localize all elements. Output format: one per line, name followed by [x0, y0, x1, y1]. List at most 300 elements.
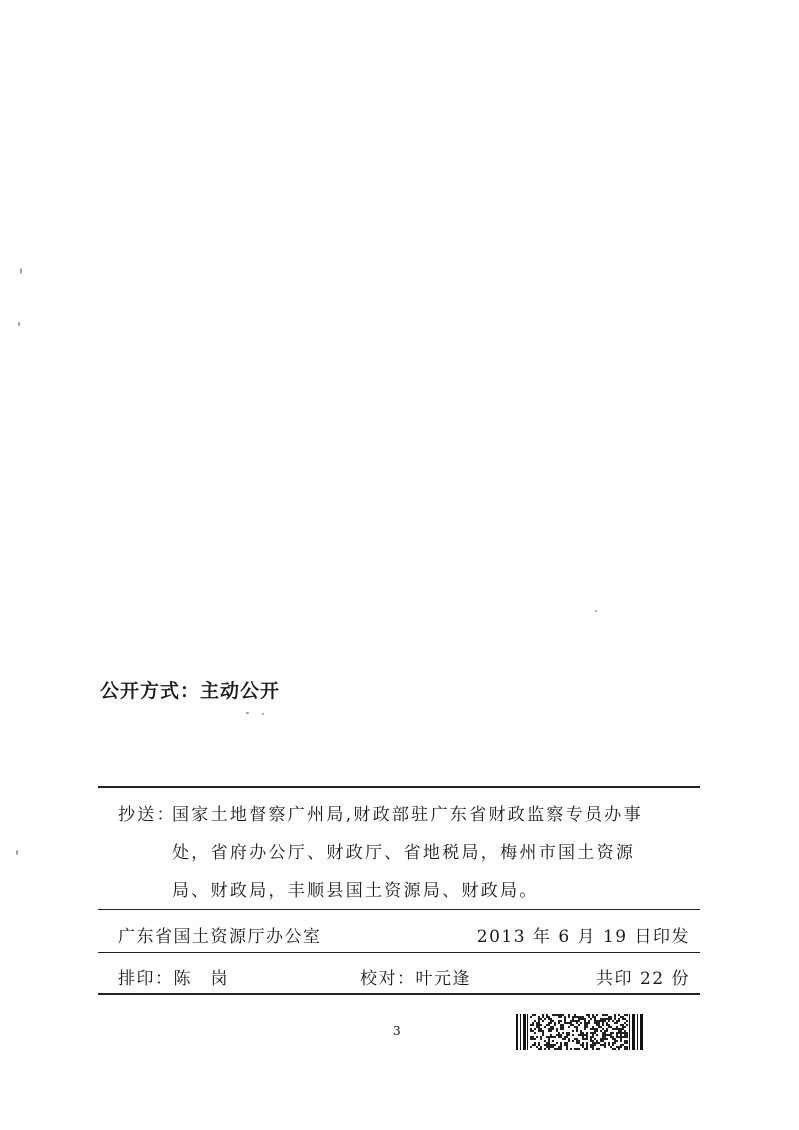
barcode-module — [578, 1040, 580, 1042]
barcode-module — [596, 1014, 598, 1016]
barcode-module — [596, 1028, 598, 1030]
barcode-module — [594, 1022, 596, 1024]
barcode-module — [564, 1022, 566, 1024]
barcode-module — [544, 1048, 546, 1050]
barcode-module — [616, 1028, 618, 1030]
barcode-module — [602, 1032, 604, 1034]
barcode-module — [532, 1024, 534, 1026]
barcode-module — [536, 1022, 538, 1024]
barcode-module — [626, 1024, 628, 1026]
barcode-module — [612, 1036, 614, 1038]
barcode-module — [564, 1036, 566, 1038]
barcode-module — [612, 1042, 614, 1044]
barcode-module — [626, 1048, 628, 1050]
barcode-module — [618, 1048, 620, 1050]
barcode-module — [620, 1038, 622, 1040]
lower-rule — [98, 952, 700, 953]
barcode-module — [550, 1022, 552, 1024]
barcode-module — [586, 1014, 588, 1016]
barcode-module — [566, 1046, 568, 1048]
barcode-module — [586, 1034, 588, 1036]
barcode-module — [624, 1036, 626, 1038]
barcode-module — [596, 1048, 598, 1050]
issue-date: 2013 年 6 月 19 日印发 — [476, 927, 690, 947]
barcode-module — [614, 1022, 616, 1024]
barcode-module — [534, 1020, 536, 1022]
barcode-module — [616, 1034, 618, 1036]
barcode-module — [598, 1048, 600, 1050]
barcode-module — [578, 1020, 580, 1022]
barcode-module — [552, 1028, 554, 1030]
barcode-module — [546, 1014, 548, 1016]
barcode-module — [562, 1014, 564, 1016]
barcode-module — [542, 1020, 544, 1022]
barcode-module — [530, 1024, 532, 1026]
barcode-module — [532, 1038, 534, 1040]
barcode-module — [578, 1048, 580, 1050]
issuer-row — [118, 922, 690, 947]
cc-line: 处，省府办公厅、财政厅、省地税局，梅州市国土资源 — [172, 843, 636, 863]
barcode-module — [566, 1042, 568, 1044]
barcode-module — [576, 1030, 578, 1032]
barcode-module — [558, 1034, 560, 1036]
barcode-module — [546, 1016, 548, 1018]
barcode-module — [554, 1036, 556, 1038]
barcode-module — [540, 1038, 542, 1040]
barcode-module — [532, 1022, 534, 1024]
barcode-module — [594, 1038, 596, 1040]
barcode-module — [552, 1044, 554, 1046]
barcode-module — [556, 1030, 558, 1032]
barcode-module — [560, 1034, 562, 1036]
barcode-module — [576, 1048, 578, 1050]
barcode-module — [550, 1036, 552, 1038]
barcode-module — [562, 1024, 564, 1026]
barcode-module — [602, 1020, 604, 1022]
barcode-module — [616, 1022, 618, 1024]
typesetting-row — [118, 964, 690, 989]
barcode-module — [530, 1046, 532, 1048]
barcode-module — [564, 1016, 566, 1018]
barcode-module — [542, 1014, 544, 1016]
barcode-module — [588, 1022, 590, 1024]
barcode-module — [598, 1022, 600, 1024]
barcode-module — [604, 1038, 606, 1040]
barcode-module — [624, 1042, 626, 1044]
barcode-module — [558, 1046, 560, 1048]
barcode-module — [602, 1028, 604, 1030]
barcode-module — [592, 1040, 594, 1042]
barcode-module — [592, 1028, 594, 1030]
barcode-module — [584, 1024, 586, 1026]
barcode-module — [532, 1014, 534, 1016]
barcode-module — [558, 1014, 560, 1016]
barcode-module — [596, 1022, 598, 1024]
barcode-module — [582, 1018, 584, 1020]
barcode-module — [576, 1038, 578, 1040]
barcode-module — [580, 1034, 582, 1036]
barcode-module — [540, 1036, 542, 1038]
barcode-module — [596, 1034, 598, 1036]
barcode-module — [584, 1026, 586, 1028]
barcode-module — [560, 1014, 562, 1016]
barcode-module — [614, 1016, 616, 1018]
barcode-module — [604, 1032, 606, 1034]
barcode-module — [614, 1028, 616, 1030]
barcode-module — [614, 1018, 616, 1020]
barcode-module — [586, 1024, 588, 1026]
barcode-module — [580, 1032, 582, 1034]
barcode-module — [624, 1048, 626, 1050]
barcode-module — [604, 1046, 606, 1048]
barcode-module — [584, 1020, 586, 1022]
barcode-module — [592, 1048, 594, 1050]
barcode-module — [552, 1026, 554, 1028]
barcode-module — [612, 1044, 614, 1046]
barcode-module — [592, 1046, 594, 1048]
barcode-module — [594, 1044, 596, 1046]
barcode-module — [576, 1016, 578, 1018]
barcode-module — [572, 1030, 574, 1032]
barcode-module — [586, 1036, 588, 1038]
barcode-module — [592, 1036, 594, 1038]
barcode-module — [618, 1020, 620, 1022]
barcode-module — [566, 1034, 568, 1036]
barcode-module — [608, 1016, 610, 1018]
barcode-module — [534, 1038, 536, 1040]
barcode-module — [594, 1028, 596, 1030]
barcode-module — [604, 1034, 606, 1036]
barcode-module — [576, 1022, 578, 1024]
barcode-module — [560, 1016, 562, 1018]
barcode-module — [604, 1036, 606, 1038]
barcode-module — [596, 1020, 598, 1022]
barcode-module — [558, 1020, 560, 1022]
barcode-module — [620, 1040, 622, 1042]
barcode-module — [574, 1020, 576, 1022]
barcode-module — [566, 1044, 568, 1046]
barcode-module — [592, 1044, 594, 1046]
barcode-module — [558, 1036, 560, 1038]
barcode-module — [602, 1018, 604, 1020]
barcode-module — [610, 1018, 612, 1020]
barcode-module — [616, 1040, 618, 1042]
barcode-module — [558, 1048, 560, 1050]
barcode-module — [550, 1044, 552, 1046]
barcode-module — [626, 1032, 628, 1034]
barcode-module — [606, 1034, 608, 1036]
barcode-module — [578, 1018, 580, 1020]
barcode-module — [624, 1026, 626, 1028]
barcode-module — [574, 1038, 576, 1040]
barcode-module — [608, 1026, 610, 1028]
barcode-module — [600, 1020, 602, 1022]
barcode-module — [622, 1018, 624, 1020]
barcode-module — [622, 1016, 624, 1018]
barcode-module — [548, 1042, 550, 1044]
barcode-module — [560, 1020, 562, 1022]
barcode-module — [570, 1024, 572, 1026]
barcode-module — [596, 1042, 598, 1044]
barcode-module — [580, 1022, 582, 1024]
barcode-module — [592, 1026, 594, 1028]
barcode-module — [538, 1030, 540, 1032]
scan-speck — [20, 268, 22, 274]
barcode-module — [606, 1014, 608, 1016]
barcode-module — [594, 1020, 596, 1022]
barcode-module — [530, 1028, 532, 1030]
barcode-module — [548, 1036, 550, 1038]
barcode-module — [536, 1026, 538, 1028]
barcode-module — [612, 1020, 614, 1022]
barcode-module — [540, 1028, 542, 1030]
barcode-module — [612, 1038, 614, 1040]
cc-line: 国家土地督察广州局,财政部驻广东省财政监察专员办事 — [172, 805, 643, 825]
barcode-module — [618, 1046, 620, 1048]
barcode-module — [588, 1016, 590, 1018]
barcode-module — [602, 1040, 604, 1042]
barcode-module — [620, 1046, 622, 1048]
barcode-module — [582, 1032, 584, 1034]
barcode-module — [548, 1040, 550, 1042]
barcode-module — [548, 1044, 550, 1046]
barcode-module — [624, 1018, 626, 1020]
barcode-module — [552, 1040, 554, 1042]
barcode-module — [558, 1032, 560, 1034]
barcode-module — [578, 1016, 580, 1018]
barcode-module — [618, 1028, 620, 1030]
middle-rule — [98, 909, 700, 910]
barcode-module — [554, 1044, 556, 1046]
barcode-module — [538, 1016, 540, 1018]
barcode-module — [568, 1032, 570, 1034]
barcode-module — [532, 1044, 534, 1046]
scan-speck — [246, 712, 249, 714]
barcode-module — [592, 1032, 594, 1034]
barcode-module — [598, 1020, 600, 1022]
barcode-module — [548, 1048, 550, 1050]
barcode-module — [568, 1014, 570, 1016]
barcode-module — [538, 1026, 540, 1028]
barcode-module — [604, 1018, 606, 1020]
barcode-module — [548, 1046, 550, 1048]
barcode-module — [560, 1046, 562, 1048]
barcode-module — [530, 1016, 532, 1018]
barcode-module — [590, 1046, 592, 1048]
barcode-module — [560, 1026, 562, 1028]
barcode-module — [600, 1030, 602, 1032]
barcode-module — [608, 1018, 610, 1020]
barcode-module — [614, 1038, 616, 1040]
barcode-module — [594, 1016, 596, 1018]
barcode-module — [536, 1046, 538, 1048]
barcode-module — [550, 1034, 552, 1036]
barcode-module — [592, 1042, 594, 1044]
barcode-module — [546, 1036, 548, 1038]
barcode-module — [584, 1028, 586, 1030]
scan-speck — [262, 713, 264, 715]
barcode-module — [602, 1014, 604, 1016]
barcode-module — [608, 1020, 610, 1022]
barcode-module — [596, 1030, 598, 1032]
barcode-module — [608, 1024, 610, 1026]
barcode-module — [606, 1024, 608, 1026]
barcode-module — [568, 1040, 570, 1042]
barcode-module — [614, 1040, 616, 1042]
barcode-module — [546, 1042, 548, 1044]
barcode-module — [582, 1036, 584, 1038]
barcode-module — [566, 1032, 568, 1034]
barcode-module — [620, 1024, 622, 1026]
barcode-module — [580, 1018, 582, 1020]
barcode-module — [534, 1028, 536, 1030]
barcode-module — [594, 1042, 596, 1044]
barcode-module — [580, 1030, 582, 1032]
barcode-module — [608, 1042, 610, 1044]
barcode-module — [548, 1022, 550, 1024]
barcode-module — [622, 1024, 624, 1026]
barcode-module — [590, 1038, 592, 1040]
barcode-module — [610, 1032, 612, 1034]
barcode-module — [558, 1016, 560, 1018]
barcode-module — [582, 1042, 584, 1044]
barcode-module — [576, 1028, 578, 1030]
barcode-module — [620, 1028, 622, 1030]
barcode-module — [616, 1032, 618, 1034]
barcode-module — [566, 1036, 568, 1038]
barcode-module — [546, 1024, 548, 1026]
barcode-module — [582, 1034, 584, 1036]
barcode-module — [598, 1042, 600, 1044]
barcode-module — [548, 1038, 550, 1040]
barcode-module — [610, 1034, 612, 1036]
barcode-module — [598, 1024, 600, 1026]
barcode-module — [552, 1014, 554, 1016]
barcode-module — [548, 1024, 550, 1026]
barcode-module — [576, 1020, 578, 1022]
barcode-module — [606, 1022, 608, 1024]
barcode-module — [586, 1042, 588, 1044]
barcode-module — [600, 1040, 602, 1042]
barcode-module — [564, 1042, 566, 1044]
barcode-module — [588, 1014, 590, 1016]
barcode-module — [614, 1042, 616, 1044]
barcode-module — [554, 1014, 556, 1016]
barcode-module — [568, 1026, 570, 1028]
barcode-module — [614, 1014, 616, 1016]
barcode-module — [556, 1048, 558, 1050]
barcode-module — [590, 1040, 592, 1042]
barcode-module — [604, 1044, 606, 1046]
barcode-module — [534, 1042, 536, 1044]
barcode-module — [538, 1020, 540, 1022]
barcode-module — [530, 1036, 532, 1038]
barcode-module — [550, 1026, 552, 1028]
barcode-module — [610, 1046, 612, 1048]
cc-recipients — [172, 796, 692, 910]
barcode-module — [550, 1046, 552, 1048]
barcode-module — [552, 1036, 554, 1038]
barcode-module — [620, 1016, 622, 1018]
barcode-module — [560, 1048, 562, 1050]
barcode-module — [550, 1030, 552, 1032]
proofreader: 校对：叶元逢 — [360, 969, 471, 989]
barcode-module — [572, 1018, 574, 1020]
barcode-module — [586, 1044, 588, 1046]
barcode-module — [574, 1016, 576, 1018]
barcode-module — [584, 1022, 586, 1024]
barcode-module — [582, 1044, 584, 1046]
barcode-module — [568, 1016, 570, 1018]
bottom-rule — [98, 993, 700, 995]
barcode-module — [590, 1036, 592, 1038]
barcode-module — [548, 1028, 550, 1030]
barcode-module — [556, 1034, 558, 1036]
barcode-module — [582, 1016, 584, 1018]
barcode-module — [560, 1028, 562, 1030]
barcode-module — [626, 1046, 628, 1048]
barcode-module — [578, 1024, 580, 1026]
barcode-module — [554, 1048, 556, 1050]
barcode-module — [596, 1040, 598, 1042]
barcode-module — [572, 1040, 574, 1042]
scan-speck — [595, 610, 597, 612]
barcode-module — [622, 1032, 624, 1034]
top-rule — [98, 786, 700, 788]
barcode-module — [624, 1046, 626, 1048]
barcode-module — [604, 1014, 606, 1016]
barcode-module — [600, 1044, 602, 1046]
barcode-module — [584, 1018, 586, 1020]
barcode-module — [598, 1026, 600, 1028]
barcode-module — [578, 1042, 580, 1044]
barcode-module — [602, 1038, 604, 1040]
barcode-module — [544, 1026, 546, 1028]
barcode-module — [604, 1042, 606, 1044]
barcode-module — [590, 1028, 592, 1030]
barcode-module — [620, 1030, 622, 1032]
barcode-module — [580, 1016, 582, 1018]
cc-label: 抄送： — [118, 805, 176, 825]
barcode-module — [610, 1036, 612, 1038]
barcode-module — [600, 1018, 602, 1020]
barcode-module — [540, 1048, 542, 1050]
barcode-module — [566, 1022, 568, 1024]
barcode-module — [584, 1038, 586, 1040]
barcode-module — [568, 1022, 570, 1024]
barcode-module — [556, 1014, 558, 1016]
barcode-module — [560, 1044, 562, 1046]
barcode-module — [574, 1014, 576, 1016]
barcode-module — [586, 1048, 588, 1050]
barcode-module — [624, 1014, 626, 1016]
barcode-module — [586, 1046, 588, 1048]
barcode-module — [626, 1014, 628, 1016]
barcode-module — [562, 1028, 564, 1030]
barcode-module — [542, 1030, 544, 1032]
barcode-module — [584, 1034, 586, 1036]
barcode-module — [530, 1030, 532, 1032]
barcode-module — [618, 1018, 620, 1020]
barcode-module — [544, 1018, 546, 1020]
barcode-module — [550, 1020, 552, 1022]
barcode-module — [582, 1046, 584, 1048]
barcode-module — [618, 1032, 620, 1034]
barcode-module — [586, 1022, 588, 1024]
barcode-module — [594, 1030, 596, 1032]
barcode-module — [564, 1044, 566, 1046]
barcode-module — [576, 1040, 578, 1042]
